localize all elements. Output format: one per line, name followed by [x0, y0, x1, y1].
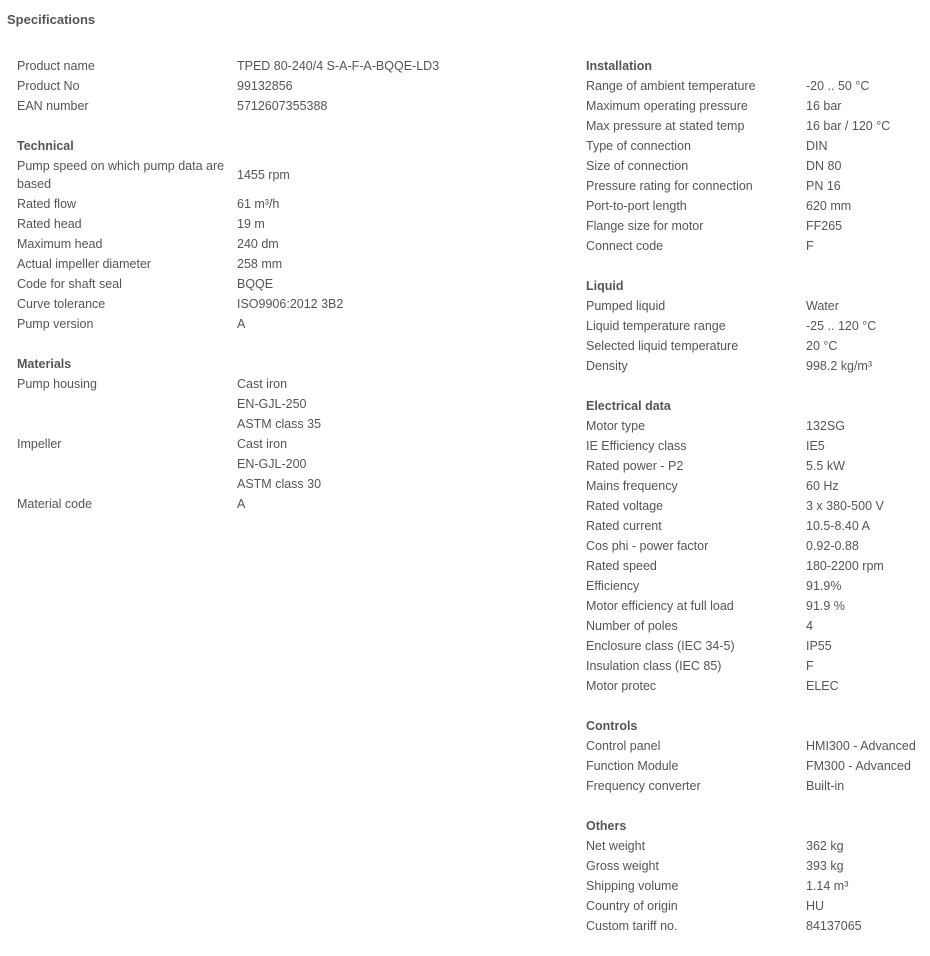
spec-label: Connect code — [586, 239, 664, 253]
spec-value: F — [806, 659, 814, 673]
spec-row-cos-phi-power-factor — [586, 536, 926, 556]
spec-value: 180-2200 rpm — [806, 559, 884, 573]
spec-row-product-name — [17, 56, 557, 76]
spec-label: Size of connection — [586, 159, 689, 173]
spec-row-number-of-poles — [586, 616, 926, 636]
spec-label: Motor protec — [586, 679, 657, 693]
spec-value: DN 80 — [806, 159, 842, 173]
spec-row-control-panel — [586, 736, 926, 756]
spec-section-materials — [17, 354, 557, 514]
spec-row-enclosure-class-iec-34-5 — [586, 636, 926, 656]
spec-value: 19 m — [237, 217, 265, 231]
spec-label: Efficiency — [586, 579, 640, 593]
spec-value: 1455 rpm — [237, 168, 290, 182]
spec-row-efficiency — [586, 576, 926, 596]
spec-row-type-of-connection — [586, 136, 926, 156]
spec-label: Pump version — [17, 317, 94, 331]
spec-label: Density — [586, 359, 628, 373]
spec-label: Custom tariff no. — [586, 919, 678, 933]
spec-label: Product No — [17, 79, 80, 93]
spec-value: -25 .. 120 °C — [806, 319, 877, 333]
spec-row-country-of-origin — [586, 896, 926, 916]
spec-label: Shipping volume — [586, 879, 679, 893]
spec-row-rated-speed — [586, 556, 926, 576]
spec-row-mains-frequency — [586, 476, 926, 496]
spec-row-function-module — [586, 756, 926, 776]
spec-section-others — [586, 816, 926, 936]
spec-value-line: EN-GJL-250 — [237, 397, 307, 411]
spec-value: 240 dm — [237, 237, 279, 251]
spec-row-rated-power-p2 — [586, 456, 926, 476]
spec-label: Impeller — [17, 437, 62, 451]
spec-label: Number of poles — [586, 619, 678, 633]
spec-row-maximum-operating-pressure — [586, 96, 926, 116]
spec-row-pumped-liquid — [586, 296, 926, 316]
spec-label: Function Module — [586, 759, 679, 773]
section-title: Materials — [17, 357, 72, 371]
spec-label: Rated speed — [586, 559, 657, 573]
spec-label: Rated flow — [17, 197, 77, 211]
spec-value: PN 16 — [806, 179, 841, 193]
spec-row-rated-flow — [17, 194, 557, 214]
spec-row-impeller — [17, 434, 557, 494]
spec-value: 99132856 — [237, 79, 293, 93]
spec-section-controls — [586, 716, 926, 796]
spec-value: 132SG — [806, 419, 845, 433]
right-spec-column — [586, 56, 926, 956]
spec-label: Control panel — [586, 739, 661, 753]
spec-value — [237, 434, 321, 494]
spec-value-line: ASTM class 30 — [237, 477, 322, 491]
spec-row-product-no — [17, 76, 557, 96]
spec-label: Material code — [17, 497, 93, 511]
spec-value: 3 x 380-500 V — [806, 499, 884, 513]
spec-label: Actual impeller diameter — [17, 257, 152, 271]
spec-row-selected-liquid-temperature — [586, 336, 926, 356]
spec-row-pump-housing — [17, 374, 557, 434]
spec-row-rated-head — [17, 214, 557, 234]
spec-value: Water — [806, 299, 839, 313]
spec-value: F — [806, 239, 814, 253]
section-title: Installation — [586, 59, 652, 73]
spec-section-installation — [586, 56, 926, 256]
spec-label: Port-to-port length — [586, 199, 687, 213]
spec-label: Flange size for motor — [586, 219, 704, 233]
spec-value: 0.92-0.88 — [806, 539, 859, 553]
spec-label: Net weight — [586, 839, 646, 853]
spec-label: Pumped liquid — [586, 299, 666, 313]
spec-row-ie-efficiency-class — [586, 436, 926, 456]
spec-value: 5.5 kW — [806, 459, 845, 473]
spec-value: 91.9 % — [806, 599, 845, 613]
spec-row-rated-current — [586, 516, 926, 536]
spec-row-gross-weight — [586, 856, 926, 876]
spec-row-frequency-converter — [586, 776, 926, 796]
spec-value: 20 °C — [806, 339, 838, 353]
section-title: Liquid — [586, 279, 624, 293]
spec-row-flange-size-for-motor — [586, 216, 926, 236]
spec-value: 16 bar / 120 °C — [806, 119, 891, 133]
spec-label: Rated current — [586, 519, 662, 533]
spec-label: Motor type — [586, 419, 646, 433]
spec-value: 61 m³/h — [237, 197, 280, 211]
spec-row-shipping-volume — [586, 876, 926, 896]
spec-row-code-for-shaft-seal — [17, 274, 557, 294]
spec-label: Frequency converter — [586, 779, 701, 793]
spec-value: ELEC — [806, 679, 839, 693]
spec-row-rated-voltage — [586, 496, 926, 516]
spec-label: Code for shaft seal — [17, 277, 122, 291]
spec-label: Motor efficiency at full load — [586, 599, 734, 613]
spec-row-range-of-ambient-temperature — [586, 76, 926, 96]
spec-label: Rated head — [17, 217, 82, 231]
spec-label: Pump housing — [17, 377, 97, 391]
spec-section-technical — [17, 136, 557, 334]
spec-value: ISO9906:2012 3B2 — [237, 297, 344, 311]
spec-label: Product name — [17, 59, 95, 73]
spec-label: Max pressure at stated temp — [586, 119, 745, 133]
spec-value: A — [237, 497, 246, 511]
spec-value-line: EN-GJL-200 — [237, 457, 307, 471]
spec-label: Gross weight — [586, 859, 659, 873]
spec-row-material-code — [17, 494, 557, 514]
spec-value: 84137065 — [806, 919, 862, 933]
spec-section-liquid — [586, 276, 926, 376]
spec-row-liquid-temperature-range — [586, 316, 926, 336]
spec-label: Mains frequency — [586, 479, 678, 493]
spec-label: Insulation class (IEC 85) — [586, 659, 722, 673]
spec-label: Range of ambient temperature — [586, 79, 756, 93]
spec-row-actual-impeller-diameter — [17, 254, 557, 274]
spec-value-line: ASTM class 35 — [237, 417, 322, 431]
spec-value: 393 kg — [806, 859, 844, 873]
spec-value: 16 bar — [806, 99, 842, 113]
spec-label: Selected liquid temperature — [586, 339, 739, 353]
spec-value: 5712607355388 — [237, 99, 328, 113]
spec-row-motor-protec — [586, 676, 926, 696]
spec-value: DIN — [806, 139, 828, 153]
spec-section-general — [17, 56, 557, 116]
spec-row-curve-tolerance — [17, 294, 557, 314]
spec-row-port-to-port-length — [586, 196, 926, 216]
spec-value: 60 Hz — [806, 479, 839, 493]
spec-value: IP55 — [806, 639, 832, 653]
spec-value: 1.14 m³ — [806, 879, 849, 893]
section-title: Electrical data — [586, 399, 671, 413]
spec-row-pump-version — [17, 314, 557, 334]
spec-value: BQQE — [237, 277, 274, 291]
spec-value: 10.5-8.40 A — [806, 519, 870, 533]
spec-row-max-pressure-at-stated-temp — [586, 116, 926, 136]
spec-label: Maximum head — [17, 237, 103, 251]
spec-value-line: Cast iron — [237, 377, 288, 391]
spec-label: Rated power - P2 — [586, 459, 684, 473]
spec-label: Rated voltage — [586, 499, 664, 513]
spec-value: 362 kg — [806, 839, 844, 853]
section-title: Technical — [17, 139, 74, 153]
spec-row-maximum-head — [17, 234, 557, 254]
spec-section-electrical-data — [586, 396, 926, 696]
spec-label: IE Efficiency class — [586, 439, 687, 453]
spec-value: IE5 — [806, 439, 825, 453]
spec-row-motor-type — [586, 416, 926, 436]
spec-value: HU — [806, 899, 825, 913]
spec-value: TPED 80-240/4 S-A-F-A-BQQE-LD3 — [237, 59, 440, 73]
spec-row-pump-speed-on-which-pump-data-are-based — [17, 156, 557, 194]
section-title: Others — [586, 819, 627, 833]
spec-label: Pump speed on which pump data are based — [17, 159, 225, 191]
spec-value: A — [237, 317, 246, 331]
left-spec-column — [17, 56, 557, 534]
spec-label: Country of origin — [586, 899, 678, 913]
spec-label: Curve tolerance — [17, 297, 106, 311]
spec-label: Pressure rating for connection — [586, 179, 753, 193]
spec-value: 258 mm — [237, 257, 283, 271]
spec-value: -20 .. 50 °C — [806, 79, 870, 93]
spec-label: Maximum operating pressure — [586, 99, 748, 113]
spec-row-motor-efficiency-at-full-load — [586, 596, 926, 616]
spec-value: 998.2 kg/m³ — [806, 359, 873, 373]
spec-value: Built-in — [806, 779, 845, 793]
section-title: Controls — [586, 719, 638, 733]
spec-label: Liquid temperature range — [586, 319, 726, 333]
spec-label: EAN number — [17, 99, 89, 113]
spec-label: Type of connection — [586, 139, 691, 153]
spec-value: 620 mm — [806, 199, 852, 213]
spec-value-line: Cast iron — [237, 437, 288, 451]
spec-value — [237, 374, 321, 434]
spec-value: FF265 — [806, 219, 843, 233]
spec-row-insulation-class-iec-85 — [586, 656, 926, 676]
spec-label: Cos phi - power factor — [586, 539, 709, 553]
spec-value: 91.9% — [806, 579, 842, 593]
spec-value: FM300 - Advanced — [806, 759, 911, 773]
spec-row-connect-code — [586, 236, 926, 256]
spec-row-ean-number — [17, 96, 557, 116]
page-title: Specifications — [7, 12, 96, 27]
spec-row-net-weight — [586, 836, 926, 856]
spec-label: Enclosure class (IEC 34-5) — [586, 639, 735, 653]
spec-row-density — [586, 356, 926, 376]
spec-value: 4 — [806, 619, 813, 633]
spec-row-pressure-rating-for-connection — [586, 176, 926, 196]
spec-value: HMI300 - Advanced — [806, 739, 916, 753]
spec-row-size-of-connection — [586, 156, 926, 176]
spec-row-custom-tariff-no — [586, 916, 926, 936]
